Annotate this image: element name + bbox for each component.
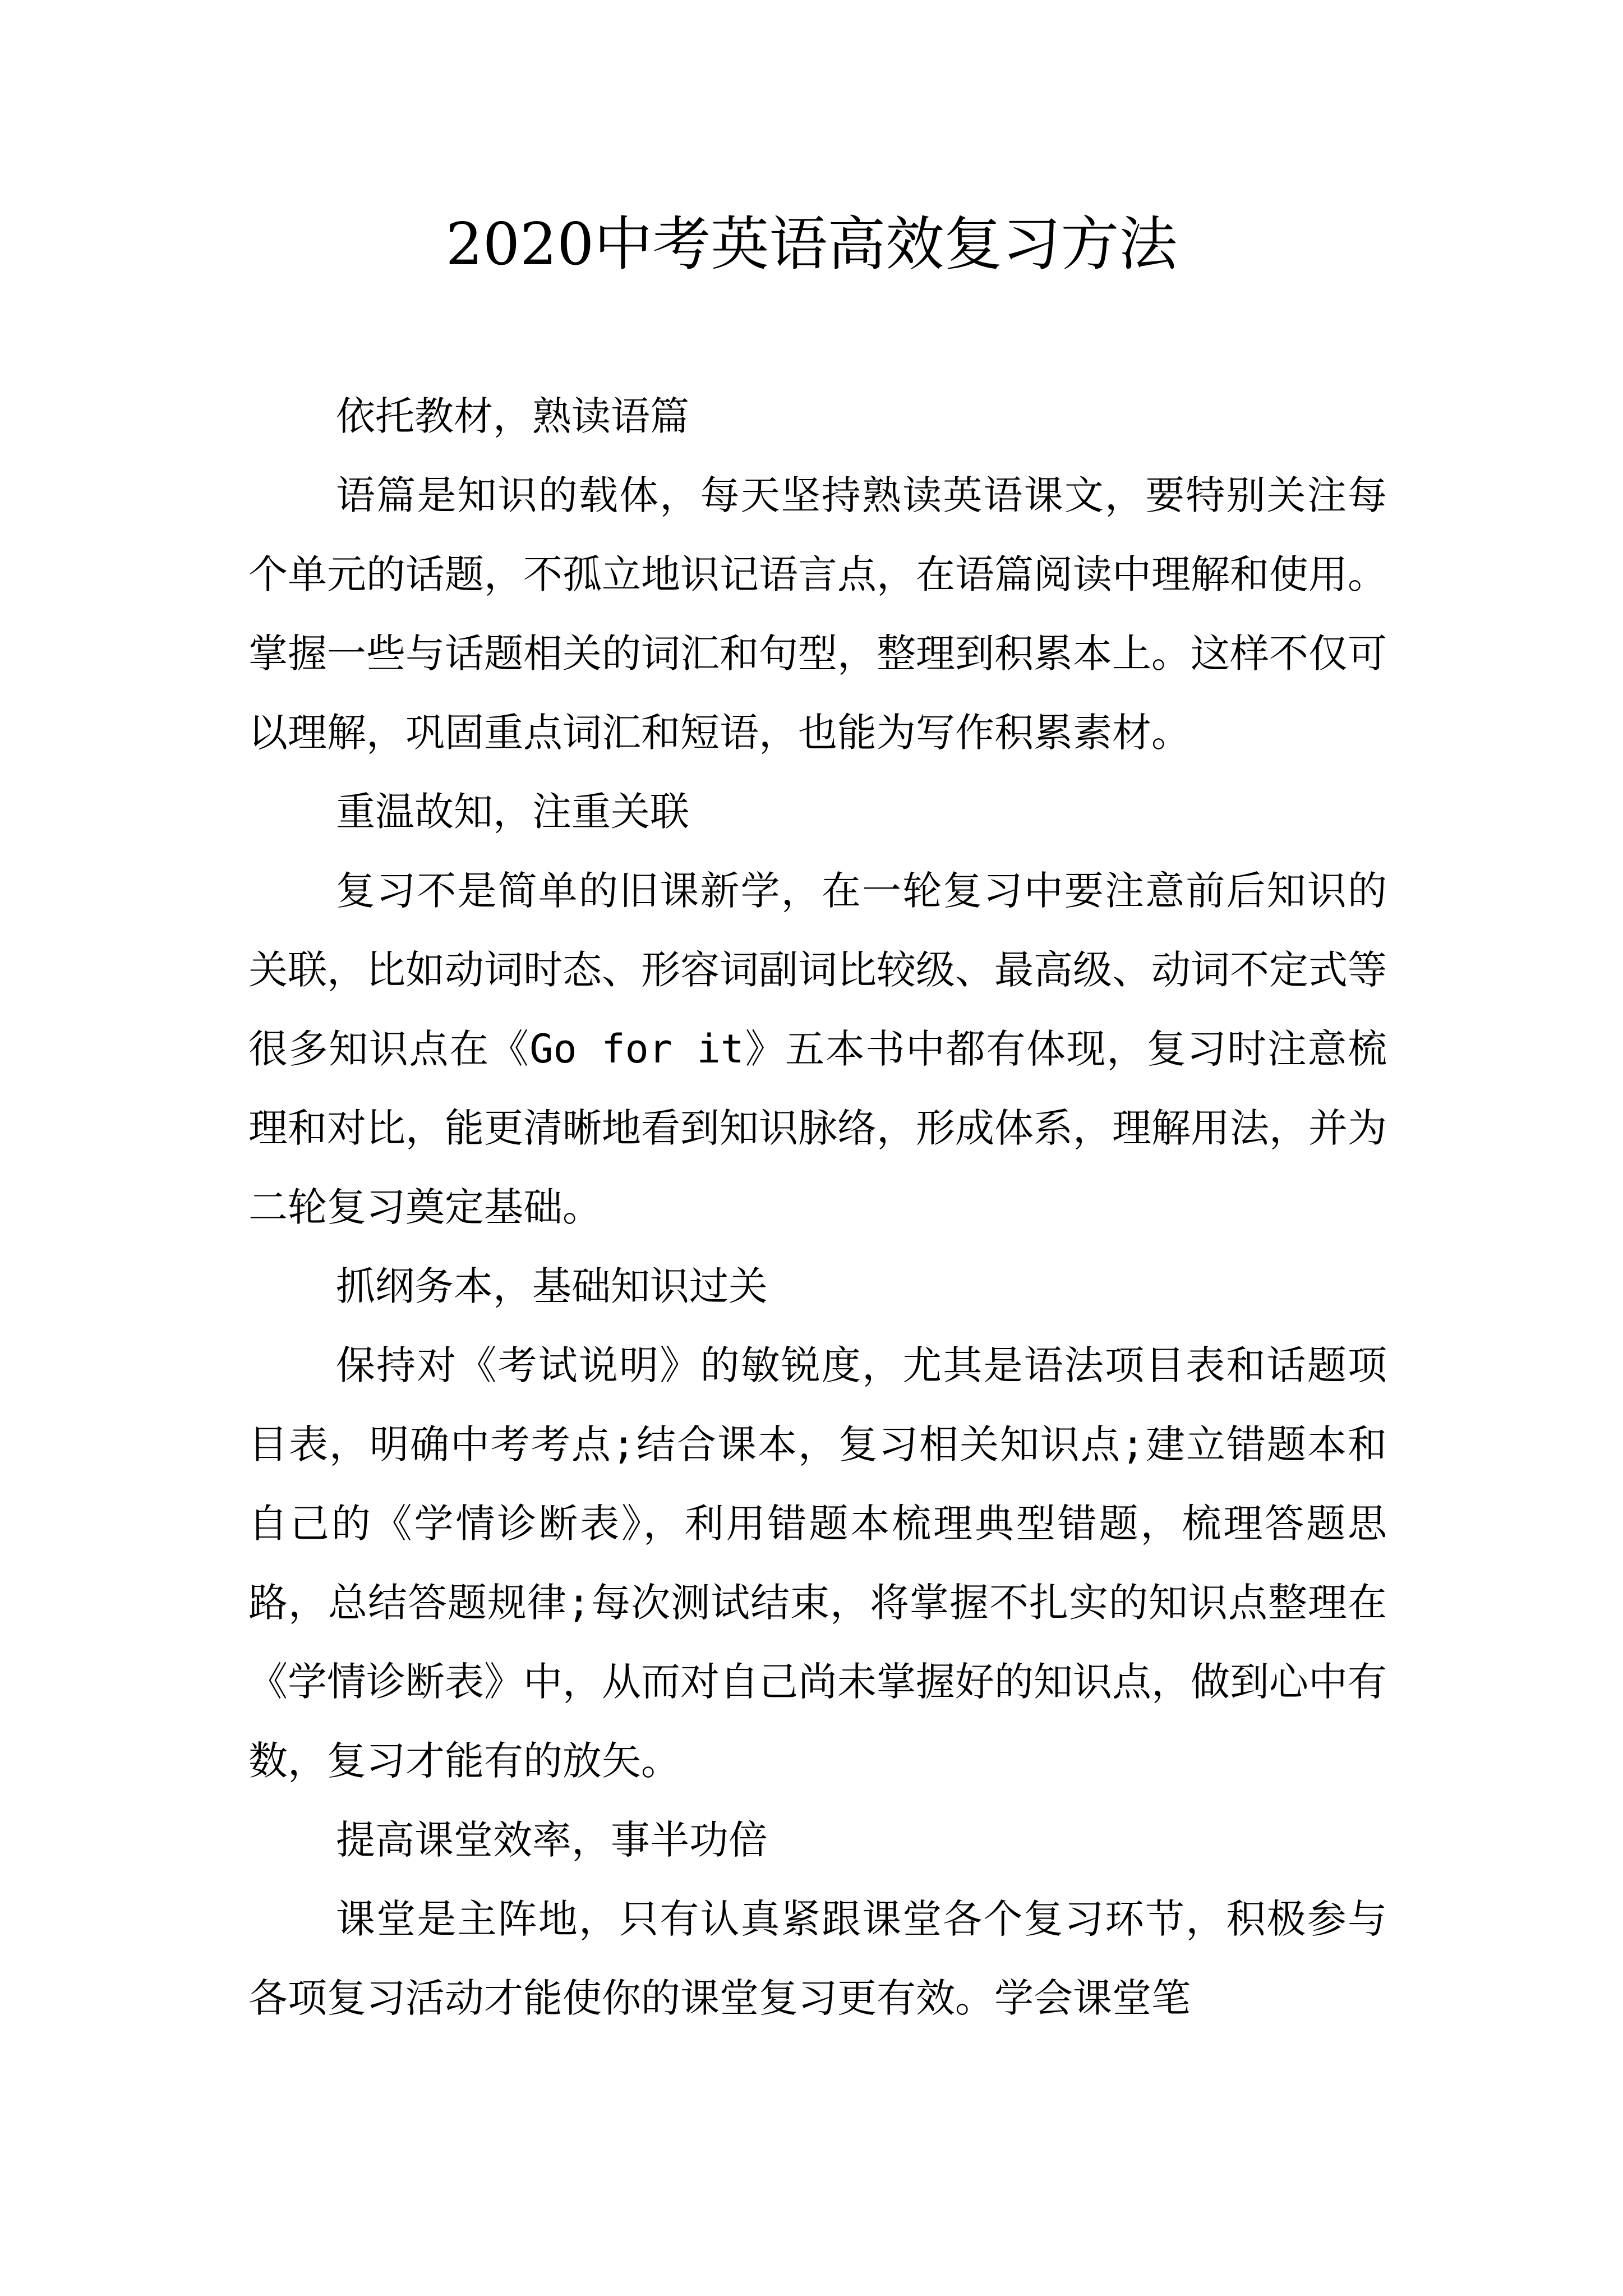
paragraph-classroom: 课堂是主阵地，只有认真紧跟课堂各个复习环节，积极参与各项复习活动才能使你的课堂复习更有效。学会课堂笔 (248, 1896, 1387, 2021)
document-body (248, 377, 1387, 2038)
section-heading-textbook: 依托教材，熟读语篇 (336, 393, 689, 439)
paragraph-textbook: 语篇是知识的载体，每天坚持熟读英语课文，要特别关注每个单元的话题，不孤立地识记语言点，在语篇阅读中理解和使用。掌握一些与话题相关的词汇和句型，整理到积累本上。这样不仅可以理解，巩固重点词汇和短语，也能为写作积累素材。 (248, 472, 1387, 756)
paragraph-review: 复习不是简单的旧课新学，在一轮复习中要注意前后知识的关联，比如动词时态、形容词副词比较级、最高级、动词不定式等很多知识点在《Go for it》五本书中都有体现，复习时注意梳理和对比，能更清晰地看到知识脉络，形成体系，理解用法，并为二轮复习奠定基础。 (248, 868, 1387, 1230)
document-title: 2020中考英语高效复习方法 (445, 210, 1178, 278)
paragraph-basics: 保持对《考试说明》的敏锐度，尤其是语法项目表和话题项目表，明确中考考点;结合课本，复习相关知识点;建立错题本和自己的《学情诊断表》，利用错题本梳理典型错题，梳理答题思路，总结答题规律;每次测试结束，将掌握不扎实的知识点整理在《学情诊断表》中，从而对自己尚未掌握好的知识点，做到心中有数，复习才能有的放矢。 (248, 1342, 1387, 1784)
section-heading-classroom: 提高课堂效率，事半功倍 (336, 1817, 768, 1863)
section-heading-basics: 抓纲务本，基础知识过关 (336, 1263, 768, 1309)
section-heading-review: 重温故知，注重关联 (336, 789, 689, 835)
